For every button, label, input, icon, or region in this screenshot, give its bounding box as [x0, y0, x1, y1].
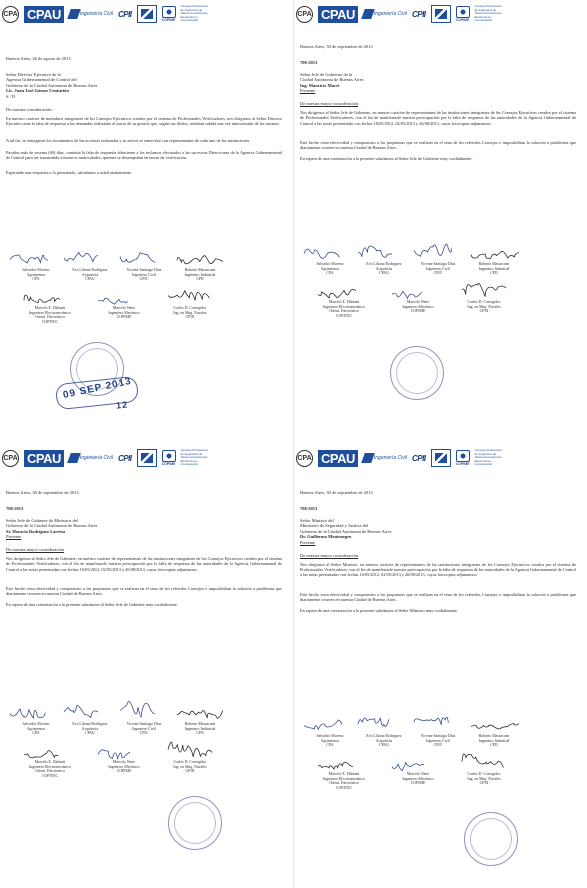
letter-reference: 708-2013 [300, 506, 318, 511]
addressee-line: Señor Jefe de Gobierno de la [300, 72, 353, 77]
signature-block [302, 262, 358, 276]
signatory-org: CPAU [84, 731, 96, 735]
addressee-tail: Presente [300, 539, 316, 545]
signature-scribble [412, 236, 452, 260]
cpic-mark-icon [361, 9, 375, 19]
signatory-title: Ingeniero Electromecánico [28, 764, 72, 769]
signatory-org: CPIN [479, 781, 489, 785]
letter-paragraph: A tal fin, se entregaron los documentos de las acciones realizadas y su asesor se entrevistó con representantes de cada uno de las instituciones. [6, 137, 251, 143]
addressee-line: Señor Ministro del [300, 518, 334, 523]
signature-scribble [62, 246, 98, 266]
signatory-title: Ingeniero Civil [426, 738, 450, 743]
signatory-org: CPIN [185, 315, 195, 319]
addressee-line: Señor Director Ejecutivo de la [6, 72, 61, 77]
cpic-logo-label: Ingeniería Civil [79, 11, 113, 17]
signatory-name: Roberto Massacane [184, 722, 216, 726]
signatory-name: Vicente Santiago Díaz [420, 262, 456, 266]
letterhead-logos [2, 447, 209, 469]
signatory-name: Vicente Santiago Díaz [420, 734, 456, 738]
received-seal [390, 346, 444, 400]
signature-block [96, 760, 152, 774]
signature-scribble [412, 708, 452, 732]
signature-scribble [175, 706, 225, 720]
addressee-line: Gobierno de la Ciudad Autónoma de Buenos Aires [6, 82, 98, 88]
signatory-name: Marcelo Nene [406, 772, 430, 776]
signature-block [316, 772, 372, 790]
signatory-org: CPA [32, 731, 40, 735]
cpii-logo: CPII [411, 9, 426, 19]
signatory-org: CPAU [378, 271, 390, 275]
cpa-logo: CPA [2, 450, 19, 467]
signatory-org: CPII [490, 743, 498, 747]
cpic-logo-label: Ingeniería Civil [373, 11, 407, 17]
signature-block [302, 734, 358, 748]
signature-scribble [22, 292, 62, 306]
signature-scribble [390, 758, 424, 772]
signatory-title-2: Orient. Electrónica [329, 309, 359, 313]
signature-scribble [302, 244, 342, 260]
cpa-logo: CPA [296, 450, 313, 467]
cpau-logo: CPAU [318, 450, 358, 467]
signatory-title: Ingeniero Electromecánico [322, 304, 366, 309]
letterhead-logos [296, 3, 503, 25]
cpic-mark-icon [67, 9, 81, 19]
signatory-org: COPIME [116, 315, 132, 319]
cpau-logo: CPAU [24, 450, 64, 467]
signatory-title: Ingeniero Civil [132, 272, 156, 277]
cpic-logo [363, 453, 407, 463]
letter-page-3 [0, 444, 293, 888]
cpin-logo [137, 5, 157, 23]
letter-salutation: De nuestra mayor consideración [300, 552, 359, 558]
cpau-logo: CPAU [318, 6, 358, 23]
signatory-org: CPA [326, 271, 334, 275]
signatory-title: Ingeniero Industrial [184, 726, 216, 731]
signature-scribble [118, 242, 158, 266]
signature-block [356, 734, 412, 748]
letter-closing: En espera de una contestación a la presente saludamos al Señor Jefe de Gobierno muy cordialmente. [300, 156, 473, 162]
letterhead-logos [2, 3, 209, 25]
gear-icon [162, 6, 176, 18]
signatory-name: Marcelo Nene [406, 300, 430, 304]
letter-date: Buenos Aires, 30 de septiembre de 2013 [300, 490, 373, 495]
chevron-icon [435, 9, 447, 19]
signatory-title-2: Orient. Electrónica [35, 769, 65, 773]
signatory-name: Salvador Moreno [22, 722, 50, 726]
cpic-logo [363, 9, 407, 19]
signature-scribble [8, 250, 48, 266]
signatory-org: CPAU [84, 277, 96, 281]
cpic-mark-icon [67, 453, 81, 463]
letter-paragraph: Pasados más de sesenta (60) días, continúa la falta de respuesta fehaciente a los reclamos efectuados a las sucesivas Direcciones de la Agencia Gubernamental de Control para ser transmitida a nuestros matriculados, quienes se desempeñan en tareas de verificación. [6, 149, 282, 160]
signatory-title: Ingeniero Civil [132, 726, 156, 731]
signature-block [116, 268, 172, 282]
signature-scribble [460, 274, 506, 300]
signatory-name: Salvador Moreno [22, 268, 50, 272]
copime-logo-label: COPIME [455, 18, 470, 22]
signatory-org: COPITEC [41, 319, 59, 324]
signature-block [390, 772, 446, 786]
signatory-title: Agrimensor [26, 726, 46, 731]
addressee-tail: S / D [6, 93, 16, 99]
letter-paragraph: Nos dirigimos al Señor Jefe de Gobierno, en nuestro carácter de representantes de las instituciones integrantes de los Consejos Ejecutivos creados por el sistema de Profesionales Verificadores, con el fin de manifestarle nuestra preocupación por la falta de respuesta de las autoridades de la Agencia Gubernamental de Control a las notas presentadas con fechas 16/05/2012, 02/05/2013 y 26/08/2013, cuyas fotocopias adjuntamos. [300, 110, 576, 126]
cpii-logo: CPII [117, 9, 132, 19]
received-seal [168, 796, 222, 850]
signatory-title: Ing. en Maq. Navales [467, 304, 501, 309]
chevron-icon [435, 453, 447, 463]
signatory-org: CPIC [139, 731, 149, 735]
signatory-org: COPITEC [335, 785, 353, 790]
signature-block [316, 300, 372, 318]
signatory-org: COPIME [410, 309, 426, 313]
signatory-name: Roberto Massacane [478, 734, 510, 738]
signatory-title: Ingeniero Civil [426, 266, 450, 271]
signatory-org: CPIN [479, 309, 489, 313]
addressee-name: Dr. Guillermo Montenegro [300, 534, 352, 540]
signature-scribble [175, 252, 225, 266]
signature-block [8, 268, 64, 282]
cpii-logo: CPII [411, 453, 426, 463]
signatory-title: Agrimensor [320, 738, 340, 743]
signatory-title: Ingeniero Industrial [184, 272, 216, 277]
signature-block [22, 760, 78, 778]
addressee-name: Lic. Juan José Gómez Centurión [6, 88, 69, 94]
letter-reference: 708-2013 [6, 506, 24, 511]
signatory-title: Arquitecta [81, 726, 99, 731]
cpa-logo: CPA [296, 6, 313, 23]
signatory-org: CPIC [139, 277, 149, 281]
signature-block [162, 760, 218, 774]
signatory-title: Arquitecta [375, 266, 393, 271]
signature-scribble [22, 746, 62, 760]
letter-paragraph: Esperando una respuesta a lo presentado, saludamos a usted atentamente. [6, 169, 132, 175]
signatory-title: Ingeniero Mecánico [108, 764, 140, 769]
signature-scribble [96, 746, 130, 760]
letter-paragraph: Nos dirigimos al Señor Jefe de Gabinete, en nuestro carácter de representantes de las instituciones integrantes de los Consejos Ejecutivos creados por el sistema de Profesionales Verificadores, con el fin de manifestarle nuestra preocupación por la falta de respuesta de las autoridades de la Agencia Gubernamental de Control a las notas presentadas con fechas 16/05/2012, 02/05/2013 y 26/08/2013, cuyas fotocopias adjuntamos. [6, 556, 282, 572]
signatory-org: COPITEC [335, 313, 353, 318]
signatory-title: Ing. en Maq. Navales [173, 310, 207, 315]
signature-scribble [118, 696, 158, 720]
letter-paragraph: Este hecho resta efectividad y compromiso a las propuestas que se realizan en el seno de los referidos Consejos e imposibilitan la solución a problemas que diariamente ocurren en nuestra Ciudad de Buenos Aires. [300, 140, 576, 151]
addressee-line: Señor Jefe de Gabinete de Ministros del [6, 518, 78, 523]
signature-scribble [469, 246, 519, 260]
received-seal [464, 812, 518, 866]
signatory-title: Ingeniero Mecánico [108, 310, 140, 315]
signature-block [22, 306, 78, 324]
signature-scribble [166, 280, 212, 306]
signature-block [456, 772, 512, 786]
signatory-name: Eva Liliana Rodríguez [72, 722, 108, 726]
signatory-name: Roberto Massacane [478, 262, 510, 266]
copime-logo-label: COPIME [161, 18, 176, 22]
signatory-title: Ing. en Maq. Navales [173, 764, 207, 769]
signature-scribble [469, 718, 519, 732]
signatory-org: CPIC [433, 271, 443, 275]
cpic-logo-label: Ingeniería Civil [79, 455, 113, 461]
copitec-logo: Consejo Profesional de Ingeniería de Telecomunicaciones, Electrónica y Computación [180, 448, 209, 467]
signature-scribble [316, 286, 356, 300]
signatory-title: Ingeniero Mecánico [402, 776, 434, 781]
received-date-text: 09 SEP 2013 [62, 375, 133, 402]
signatory-title: Arquitecta [375, 738, 393, 743]
gear-icon [456, 6, 470, 18]
gear-icon [162, 450, 176, 462]
copitec-logo: Consejo Profesional de Ingeniería de Telecomunicaciones, Electrónica y Computación [474, 4, 503, 23]
letter-reference: 708-2013 [300, 60, 318, 65]
signature-block [8, 722, 64, 736]
signatory-name: Roberto Massacane [184, 268, 216, 272]
signatory-title: Ing. en Maq. Navales [467, 776, 501, 781]
signature-block [62, 722, 118, 736]
letter-paragraph: Este hecho resta efectividad y compromiso a las propuestas que se realizan en el seno de los referidos Consejos e imposibilitan la solución a problemas que diariamente ocurren en nuestra Ciudad de Buenos Aires. [6, 586, 282, 597]
signature-scribble [62, 700, 98, 720]
cpin-logo [431, 449, 451, 467]
signatory-name: Carlos D. Corregidor [173, 760, 207, 764]
copime-logo-label: COPIME [455, 462, 470, 466]
signature-block [456, 300, 512, 314]
signatory-org: CPII [196, 731, 204, 735]
cpa-logo: CPA [2, 6, 19, 23]
signature-block [116, 722, 172, 736]
signatory-org: CPII [196, 277, 204, 281]
signatory-org: CPIN [185, 769, 195, 773]
cpic-mark-icon [361, 453, 375, 463]
signature-scribble [8, 704, 48, 720]
signature-block [356, 262, 412, 276]
signatory-name: Marcelo Nene [112, 760, 136, 764]
signature-block [390, 300, 446, 314]
copime-logo [162, 6, 176, 22]
letter-salutation: De nuestra mayor consideración [6, 547, 65, 553]
addressee-line: Ministerio de Seguridad y Justicia del [300, 523, 369, 529]
signature-scribble [302, 716, 342, 732]
signatory-title: Ingeniero Electromecánico [28, 310, 72, 315]
letter-date: Buenos Aires, 26 de agosto de 2013 [6, 56, 71, 61]
addressee-line: Gobierno de la Ciudad Autónoma de Buenos Aires [300, 528, 392, 534]
letter-closing: En espera de una contestación a la presente saludamos al Señor Ministro muy cordialmente. [300, 607, 458, 613]
signatory-org: CPII [490, 271, 498, 275]
signatory-org: CPAU [378, 743, 390, 747]
signatory-name: Salvador Moreno [316, 262, 344, 266]
signatory-name: Salvador Moreno [316, 734, 344, 738]
addressee-tail: Presente [6, 534, 22, 540]
signatory-title: Ingeniero Electromecánico [322, 776, 366, 781]
signatory-name: Marcelo E. Dalmati [328, 772, 360, 776]
signatory-org: CPA [32, 277, 40, 281]
signature-scribble [460, 746, 506, 772]
addressee-name: Ing. Mauricio Macri [300, 82, 340, 88]
signature-scribble [96, 292, 130, 306]
addressee-line: Gobierno de la Ciudad Autónoma de Buenos Aires [6, 523, 98, 529]
signatory-org: CPA [326, 743, 334, 747]
signatory-name: Eva Liliana Rodríguez [366, 262, 402, 266]
signature-block [410, 734, 466, 748]
signatory-title: Arquitecta [81, 272, 99, 277]
received-note: 12 [115, 399, 129, 411]
signatory-name: Marcelo E. Dalmati [34, 760, 66, 764]
signatory-org: COPIME [410, 781, 426, 785]
cpin-logo [137, 449, 157, 467]
copitec-logo: Consejo Profesional de Ingeniería de Telecomunicaciones, Electrónica y Computación [180, 4, 209, 23]
signatory-name: Vicente Santiago Díaz [126, 268, 162, 272]
signatory-name: Marcelo E. Dalmati [34, 306, 66, 310]
addressee-name: Sr. Horacio Rodríguez Larreta [6, 528, 65, 534]
signatory-name: Carlos D. Corregidor [467, 300, 501, 304]
cpic-logo-label: Ingeniería Civil [373, 455, 407, 461]
letter-paragraph: En nuestro carácter de miembros integrantes de los Consejos Ejecutivos creados por el sistema de Profesionales Verificadores, nos dirigimos al Señor Director Ejecutivo ante la falta de respuesta a las demandas realizadas al inicio de su gestión que, según sus dichos, tendrían sabida una vez interiorizado de las mismas. [6, 115, 282, 126]
letter-date: Buenos Aires, 30 de septiembre de 2013 [300, 44, 373, 49]
cpic-logo [69, 453, 113, 463]
signatory-title: Ingeniero Industrial [478, 266, 510, 271]
signatory-name: Eva Liliana Rodríguez [366, 734, 402, 738]
letter-page-1 [0, 0, 293, 444]
signature-scribble [356, 712, 392, 732]
addressee-line: Ciudad Autónoma de Buenos Aires [300, 77, 364, 83]
signatory-title: Ingeniero Industrial [478, 738, 510, 743]
copime-logo [456, 6, 470, 22]
signature-scribble [356, 240, 392, 260]
letter-paragraph: Este hecho resta efectividad y compromiso a las propuestas que se realizan en el seno de los referidos Consejos e imposibilitan la solución a problemas que diariamente ocurren en nuestra Ciudad de Buenos Aires. [300, 591, 576, 602]
signature-scribble [166, 734, 212, 760]
signatory-title: Ingeniero Mecánico [402, 304, 434, 309]
signatory-org: COPITEC [41, 773, 59, 778]
signatory-name: Carlos D. Corregidor [173, 306, 207, 310]
signatory-name: Carlos D. Corregidor [467, 772, 501, 776]
signature-scribble [316, 758, 356, 772]
copime-logo [456, 450, 470, 466]
cpau-logo: CPAU [24, 6, 64, 23]
chevron-icon [141, 453, 153, 463]
signatory-title-2: Orient. Electrónica [329, 781, 359, 785]
cpin-logo [431, 5, 451, 23]
letter-closing: En espera de una contestación a la presente saludamos al Señor Jefe de Gabinete muy cordialmente. [6, 602, 178, 608]
signatory-org: COPIME [116, 769, 132, 773]
letter-salutation: De nuestra consideración: [6, 106, 53, 112]
signature-block [410, 262, 466, 276]
signature-scribble [390, 286, 424, 300]
signatory-name: Marcelo E. Dalmati [328, 300, 360, 304]
letterhead-logos [296, 447, 503, 469]
letter-paragraph: Nos dirigimos al Señor Ministro, en nuestro carácter de representantes de las instituciones integrantes de los Consejos Ejecutivos creados por el sistema de Profesionales Verificadores, con el fin de manifestarle nuestra preocupación por la falta de respuesta de las autoridades de la Agencia Gubernamental de Control a las notas presentadas con fechas 16/05/2012, 02/05/2013 y 26/08/2013, cuyas fotocopias adjuntamos. [300, 561, 576, 577]
cpic-logo [69, 9, 113, 19]
signatory-title-2: Orient. Electrónica [35, 315, 65, 319]
signatory-name: Eva Liliana Rodríguez [72, 268, 108, 272]
signature-block [62, 268, 118, 282]
signatory-name: Vicente Santiago Díaz [126, 722, 162, 726]
copime-logo [162, 450, 176, 466]
signature-block [96, 306, 152, 320]
signatory-org: CPIC [433, 743, 443, 747]
signatory-name: Marcelo Nene [112, 306, 136, 310]
signatory-title: Agrimensor [320, 266, 340, 271]
copitec-logo: Consejo Profesional de Ingeniería de Telecomunicaciones, Electrónica y Computación [474, 448, 503, 467]
gear-icon [456, 450, 470, 462]
letter-page-2 [294, 0, 587, 444]
cpii-logo: CPII [117, 453, 132, 463]
letter-page-4 [294, 444, 587, 888]
copime-logo-label: COPIME [161, 462, 176, 466]
addressee-line: Agencia Gubernamental de Control del [6, 77, 77, 83]
addressee-tail: Presente [300, 88, 316, 94]
signatory-title: Agrimensor [26, 272, 46, 277]
letter-salutation: De nuestra mayor consideración [300, 101, 359, 107]
signature-block [162, 306, 218, 320]
letter-date: Buenos Aires, 30 de septiembre de 2013 [6, 490, 79, 495]
chevron-icon [141, 9, 153, 19]
